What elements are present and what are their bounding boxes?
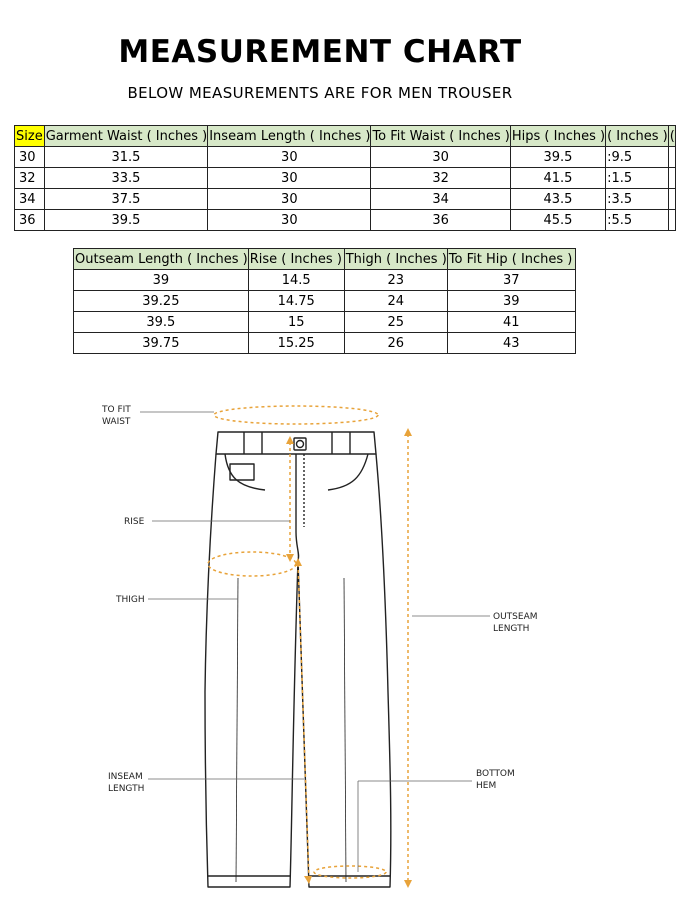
page-subtitle: BELOW MEASUREMENTS ARE FOR MEN TROUSER: [127, 84, 513, 102]
measurement-table-1: [14, 125, 676, 231]
label-outseam: OUTSEAM: [493, 612, 538, 622]
table-header-row: [15, 126, 676, 147]
header-outseam-length: Outseam Length ( Inches ): [74, 249, 249, 270]
table-row: [74, 312, 576, 333]
cell: [668, 189, 675, 210]
label-rise: RISE: [124, 517, 145, 527]
cell: 33.5: [44, 168, 208, 189]
cell: 23: [344, 270, 447, 291]
leader-lines: [140, 412, 490, 872]
cell: 36: [15, 210, 45, 231]
header-to-fit-waist: To Fit Waist ( Inches ): [371, 126, 510, 147]
cell: 45.5: [510, 210, 605, 231]
cell: [668, 168, 675, 189]
cell: :1.5: [606, 168, 669, 189]
cell: 34: [15, 189, 45, 210]
label-waist: WAIST: [102, 417, 131, 427]
cell: 43.5: [510, 189, 605, 210]
cell: 39: [74, 270, 249, 291]
table-row: [74, 270, 576, 291]
cell: 15: [248, 312, 344, 333]
cell: 30: [208, 168, 371, 189]
table-row: [15, 189, 676, 210]
header-inseam-length: Inseam Length ( Inches ): [208, 126, 371, 147]
header-clipped: ( Inches ): [606, 126, 669, 147]
label-to-fit: TO FIT: [102, 405, 131, 415]
cell: :9.5: [606, 147, 669, 168]
cell: 36: [371, 210, 510, 231]
trouser-diagram: [0, 382, 640, 922]
cell: 32: [15, 168, 45, 189]
table-row: [15, 168, 676, 189]
cell: 39.25: [74, 291, 249, 312]
table-row: [15, 147, 676, 168]
header-rise: Rise ( Inches ): [248, 249, 344, 270]
label-bottom: BOTTOM: [476, 769, 515, 779]
cell: :5.5: [606, 210, 669, 231]
header-hips: Hips ( Inches ): [510, 126, 605, 147]
cell: 37: [447, 270, 575, 291]
header-size: Size: [15, 126, 45, 147]
cell: 39.5: [44, 210, 208, 231]
cell: 14.75: [248, 291, 344, 312]
table-row: [15, 210, 676, 231]
cell: 25: [344, 312, 447, 333]
cell: 39: [447, 291, 575, 312]
label-thigh: THIGH: [116, 595, 145, 605]
arrow-heads: [286, 428, 412, 888]
cell: 41.5: [510, 168, 605, 189]
table-row: [74, 291, 576, 312]
trouser-outline: [205, 432, 391, 887]
label-inseam: INSEAM: [108, 772, 143, 782]
cell: 30: [208, 147, 371, 168]
label-inseam-length: LENGTH: [108, 784, 145, 794]
cell: 37.5: [44, 189, 208, 210]
cell: [668, 147, 675, 168]
cell: 39.5: [510, 147, 605, 168]
cell: 39.75: [74, 333, 249, 354]
cell: 34: [371, 189, 510, 210]
cell: 30: [208, 189, 371, 210]
cell: 14.5: [248, 270, 344, 291]
cell: 43: [447, 333, 575, 354]
header-garment-waist: Garment Waist ( Inches ): [44, 126, 208, 147]
table-row: [74, 333, 576, 354]
cell: 30: [371, 147, 510, 168]
label-hem: HEM: [476, 781, 497, 791]
table-header-row: [74, 249, 576, 270]
cell: 32: [371, 168, 510, 189]
cell: 24: [344, 291, 447, 312]
cell: 26: [344, 333, 447, 354]
cell: [668, 210, 675, 231]
cell: 30: [208, 210, 371, 231]
cell: 15.25: [248, 333, 344, 354]
cell: 39.5: [74, 312, 249, 333]
page-title: MEASUREMENT CHART: [118, 34, 522, 70]
header-thigh: Thigh ( Inches ): [344, 249, 447, 270]
header-clipped-edge: (: [668, 126, 675, 147]
cell: :3.5: [606, 189, 669, 210]
label-outseam-length: LENGTH: [493, 624, 530, 634]
cell: 30: [15, 147, 45, 168]
cell: 41: [447, 312, 575, 333]
cell: 31.5: [44, 147, 208, 168]
measurement-table-2: [73, 248, 576, 354]
header-to-fit-hip: To Fit Hip ( Inches ): [447, 249, 575, 270]
